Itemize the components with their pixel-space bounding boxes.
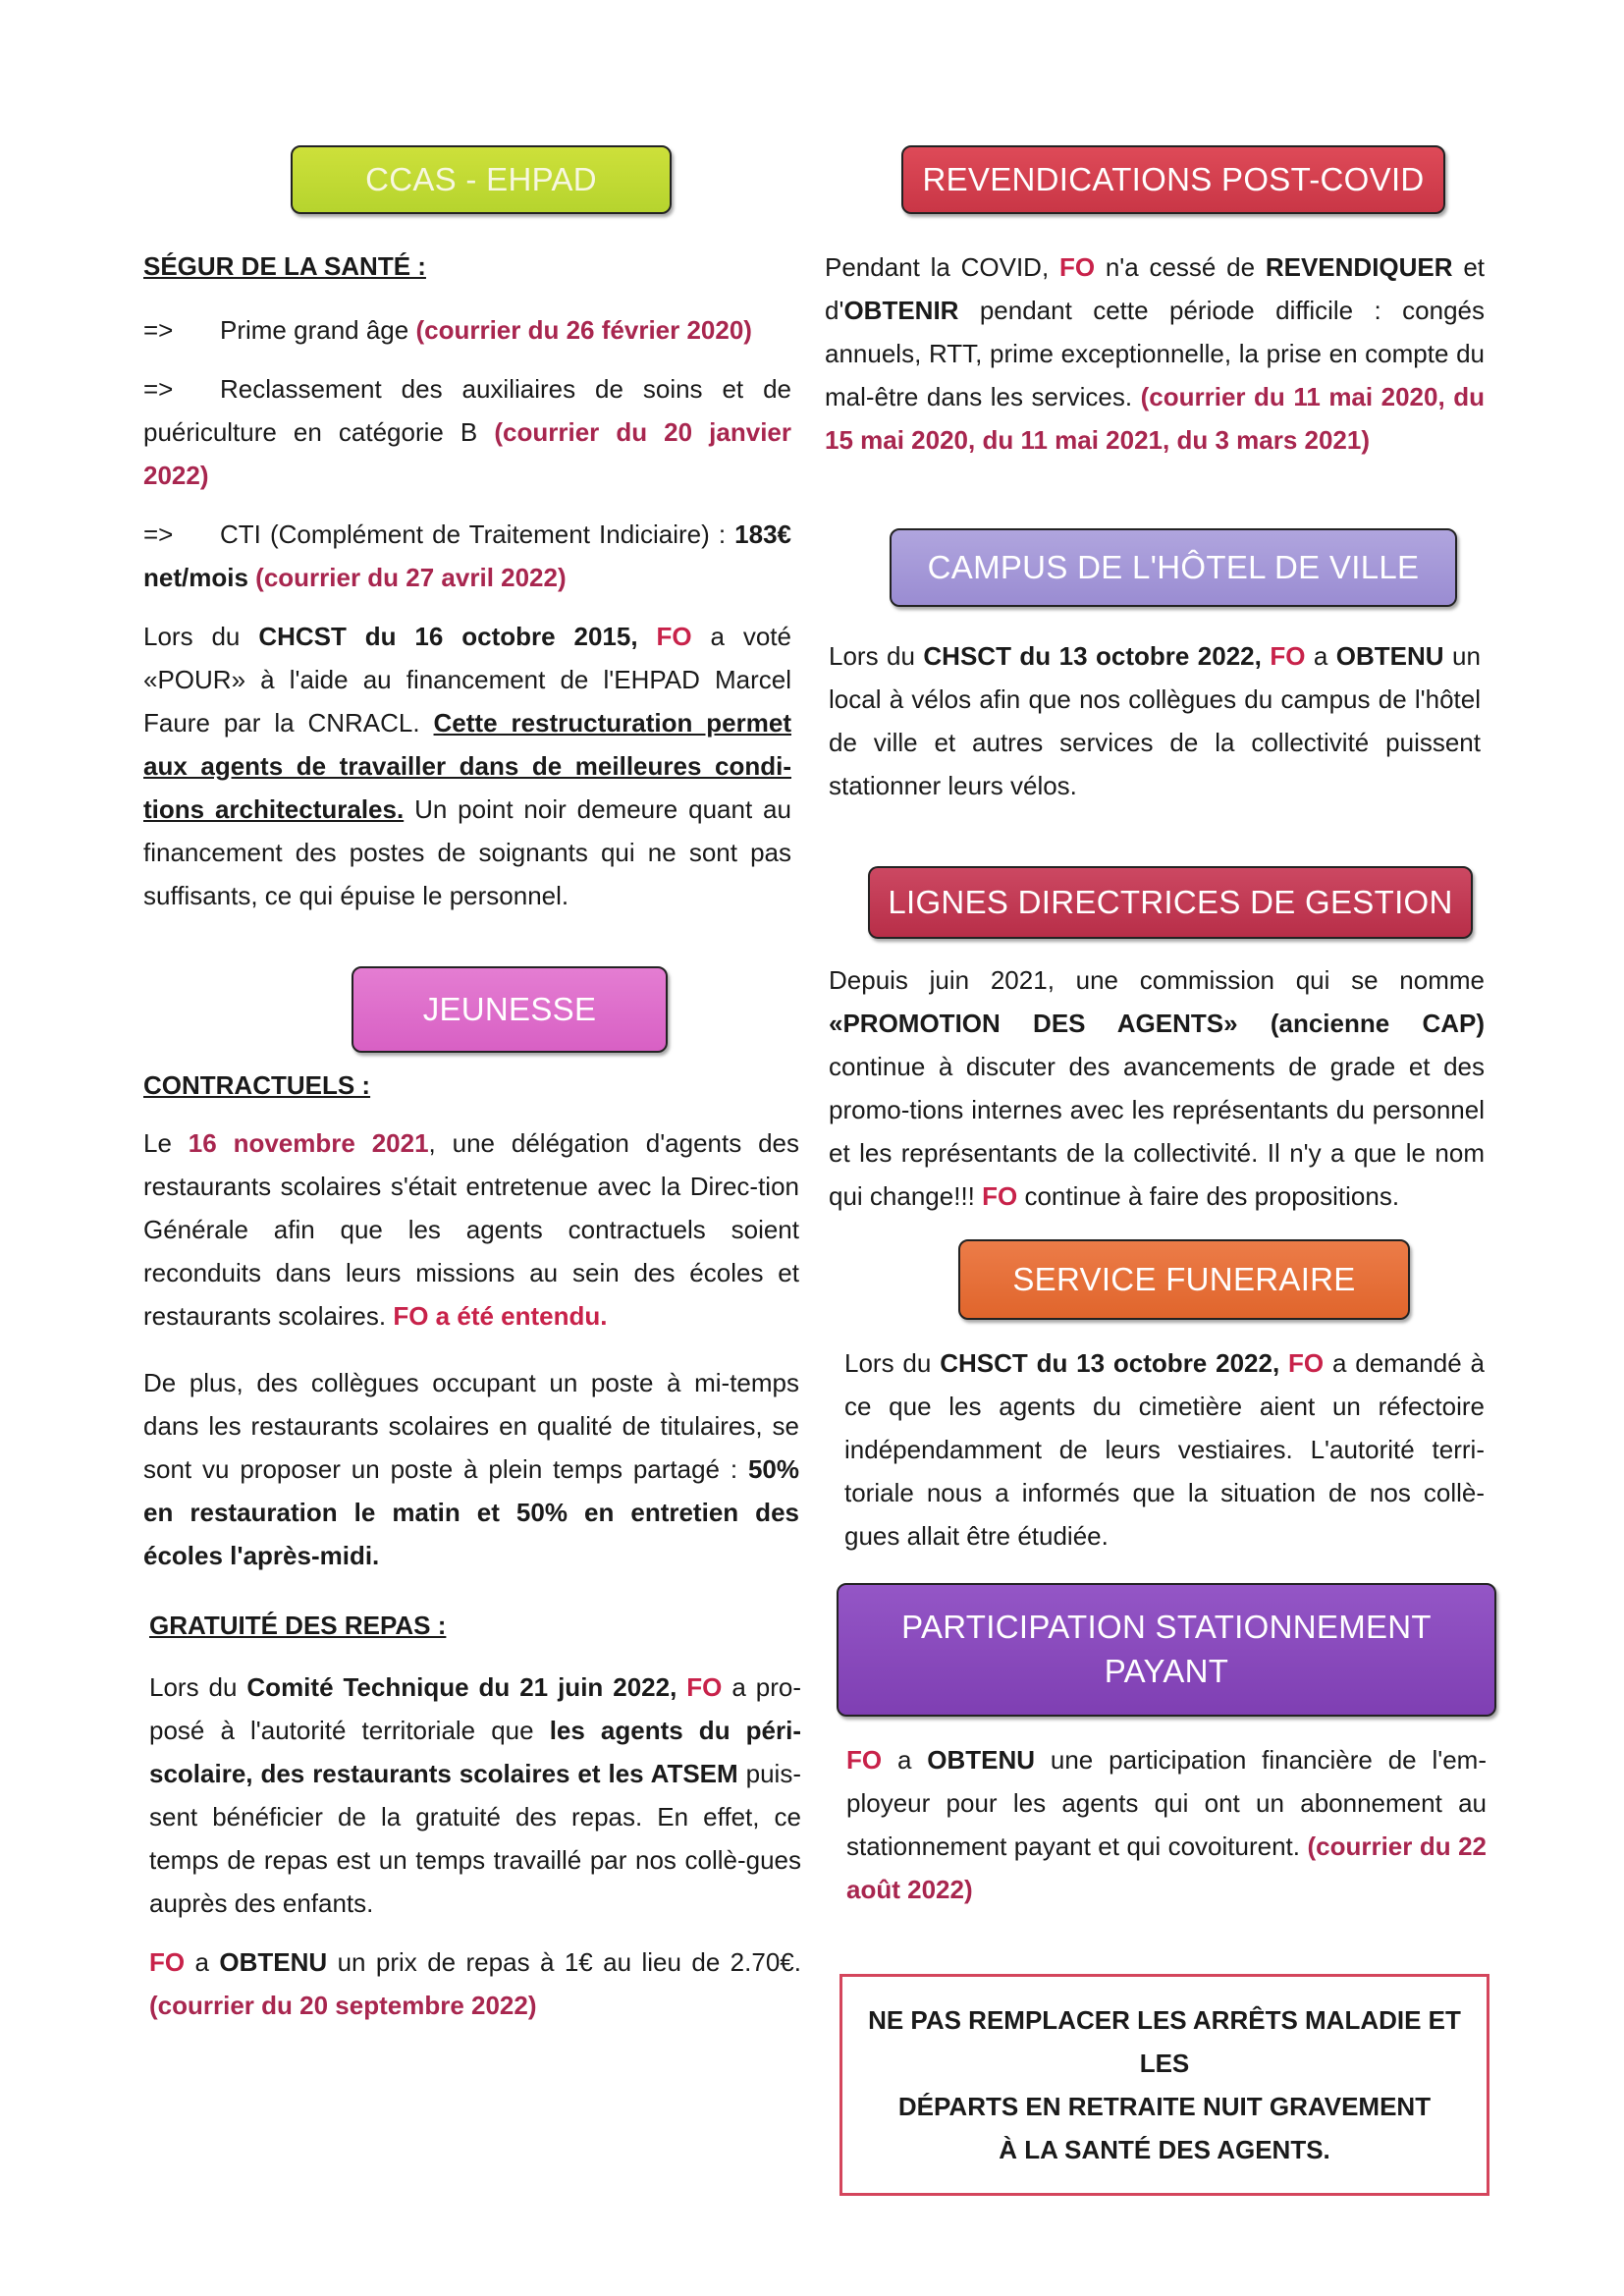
gratuite-title: GRATUITÉ DES REPAS : <box>149 1611 447 1640</box>
contractuels-paragraph: Le 16 novembre 2021, une délégation d'agents des restaurants scolaires s'était entretenue avec la Direc-tion Générale afin que les agents contractuels soient reconduits dans leurs missions au sein des écoles et restaurants scolaires. FO a été entendu. <box>143 1128 800 1331</box>
lignes-directrices-header: LIGNES DIRECTRICES DE GESTION <box>868 866 1473 939</box>
gratuite-paragraph: Lors du Comité Technique du 21 juin 2022, FO a pro-posé à l'autorité territoriale que les agents du péri-scolaire, des restaurants scolaires et les ATSEM puis-sent bénéficier de la gratuité des repas. En effet, ce temps de repas est un temps travaillé par nos collè-gues auprès des enfants. <box>149 1672 801 1918</box>
campus-paragraph: Lors du CHSCT du 13 octobre 2022, FO a OBTENU un local à vélos afin que nos collègues du campus de l'hôtel de ville et autres services de la collectivité puissent stationner leurs vélos. <box>829 641 1481 800</box>
revendications-paragraph: Pendant la COVID, FO n'a cessé de REVENDIQUER et d'OBTENIR pendant cette période difficile : congés annuels, RTT, prime exceptionnelle, la prise en compte du mal-être dans les services. (courrier du 11 mai 2020, du 15 mai 2020, du 11 mai 2021, du 3 mars 2021) <box>825 252 1485 455</box>
de-plus-paragraph: De plus, des collègues occupant un poste à mi-temps dans les restaurants scolaires en qualité de titulaires, se sont vu proposer un poste à plein temps partagé : 50% en restauration le matin et 50% en entretien des écoles l'après-midi. <box>143 1368 800 1570</box>
chcst-paragraph: Lors du CHCST du 16 octobre 2015, FO a voté «POUR» à l'aide au financement de l'EHPAD Marcel Faure par la CNRACL. Cette restructuration permet aux agents de travailler dans de meilleures condi-tions architecturales. Un point noir demeure quant au financement des postes de soignants qui ne sont pas suffisants, ce qui épuise le personnel. <box>143 622 791 910</box>
jeunesse-header: JEUNESSE <box>352 966 668 1053</box>
contractuels-title: CONTRACTUELS : <box>143 1070 371 1100</box>
ccas-ehpad-header: CCAS - EHPAD <box>291 145 672 214</box>
service-funeraire-header: SERVICE FUNERAIRE <box>958 1239 1410 1320</box>
stationnement-paragraph: FO a OBTENU une participation financière de l'em-ployeur pour les agents qui ont un abonnement au stationnement payant et qui covoiturent. (courrier du 22 août 2022) <box>846 1745 1487 1904</box>
service-funeraire-paragraph: Lors du CHSCT du 13 octobre 2022, FO a demandé à ce que les agents du cimetière aient un réfectoire indépendamment de leurs vestiaires. L'autorité terri-toriale nous a informés que la situation de nos collè-gues allait être étudiée. <box>844 1348 1485 1551</box>
segur-item-3: => CTI (Complément de Traitement Indiciaire) : 183€ net/mois (courrier du 27 avril 2022) <box>143 519 791 592</box>
revendications-header: REVENDICATIONS POST-COVID <box>901 145 1445 214</box>
campus-header: CAMPUS DE L'HÔTEL DE VILLE <box>890 528 1457 607</box>
segur-title: SÉGUR DE LA SANTÉ : <box>143 251 426 281</box>
segur-item-1: => Prime grand âge (courrier du 26 février 2020) <box>143 315 752 345</box>
stationnement-header: PARTICIPATION STATIONNEMENT PAYANT <box>837 1583 1496 1717</box>
lignes-directrices-paragraph: Depuis juin 2021, une commission qui se nomme «PROMOTION DES AGENTS» (ancienne CAP) continue à discuter des avancements de grade et des promo-tions internes avec les représentants du personnel et les représentants de la collectivité. Il n'y a que le nom qui change!!! FO continue à faire des propositions. <box>829 965 1485 1211</box>
prix-repas-paragraph: FO a OBTENU un prix de repas à 1€ au lieu de 2.70€. (courrier du 20 septembre 2022) <box>149 1947 801 2020</box>
warning-notice-box: NE PAS REMPLACER LES ARRÊTS MALADIE ET LES DÉPARTS EN RETRAITE NUIT GRAVEMENT À LA SANTÉ DES AGENTS. <box>839 1974 1489 2196</box>
segur-item-2: => Reclassement des auxiliaires de soins et de puériculture en catégorie B (courrier du 20 janvier 2022) <box>143 374 791 490</box>
